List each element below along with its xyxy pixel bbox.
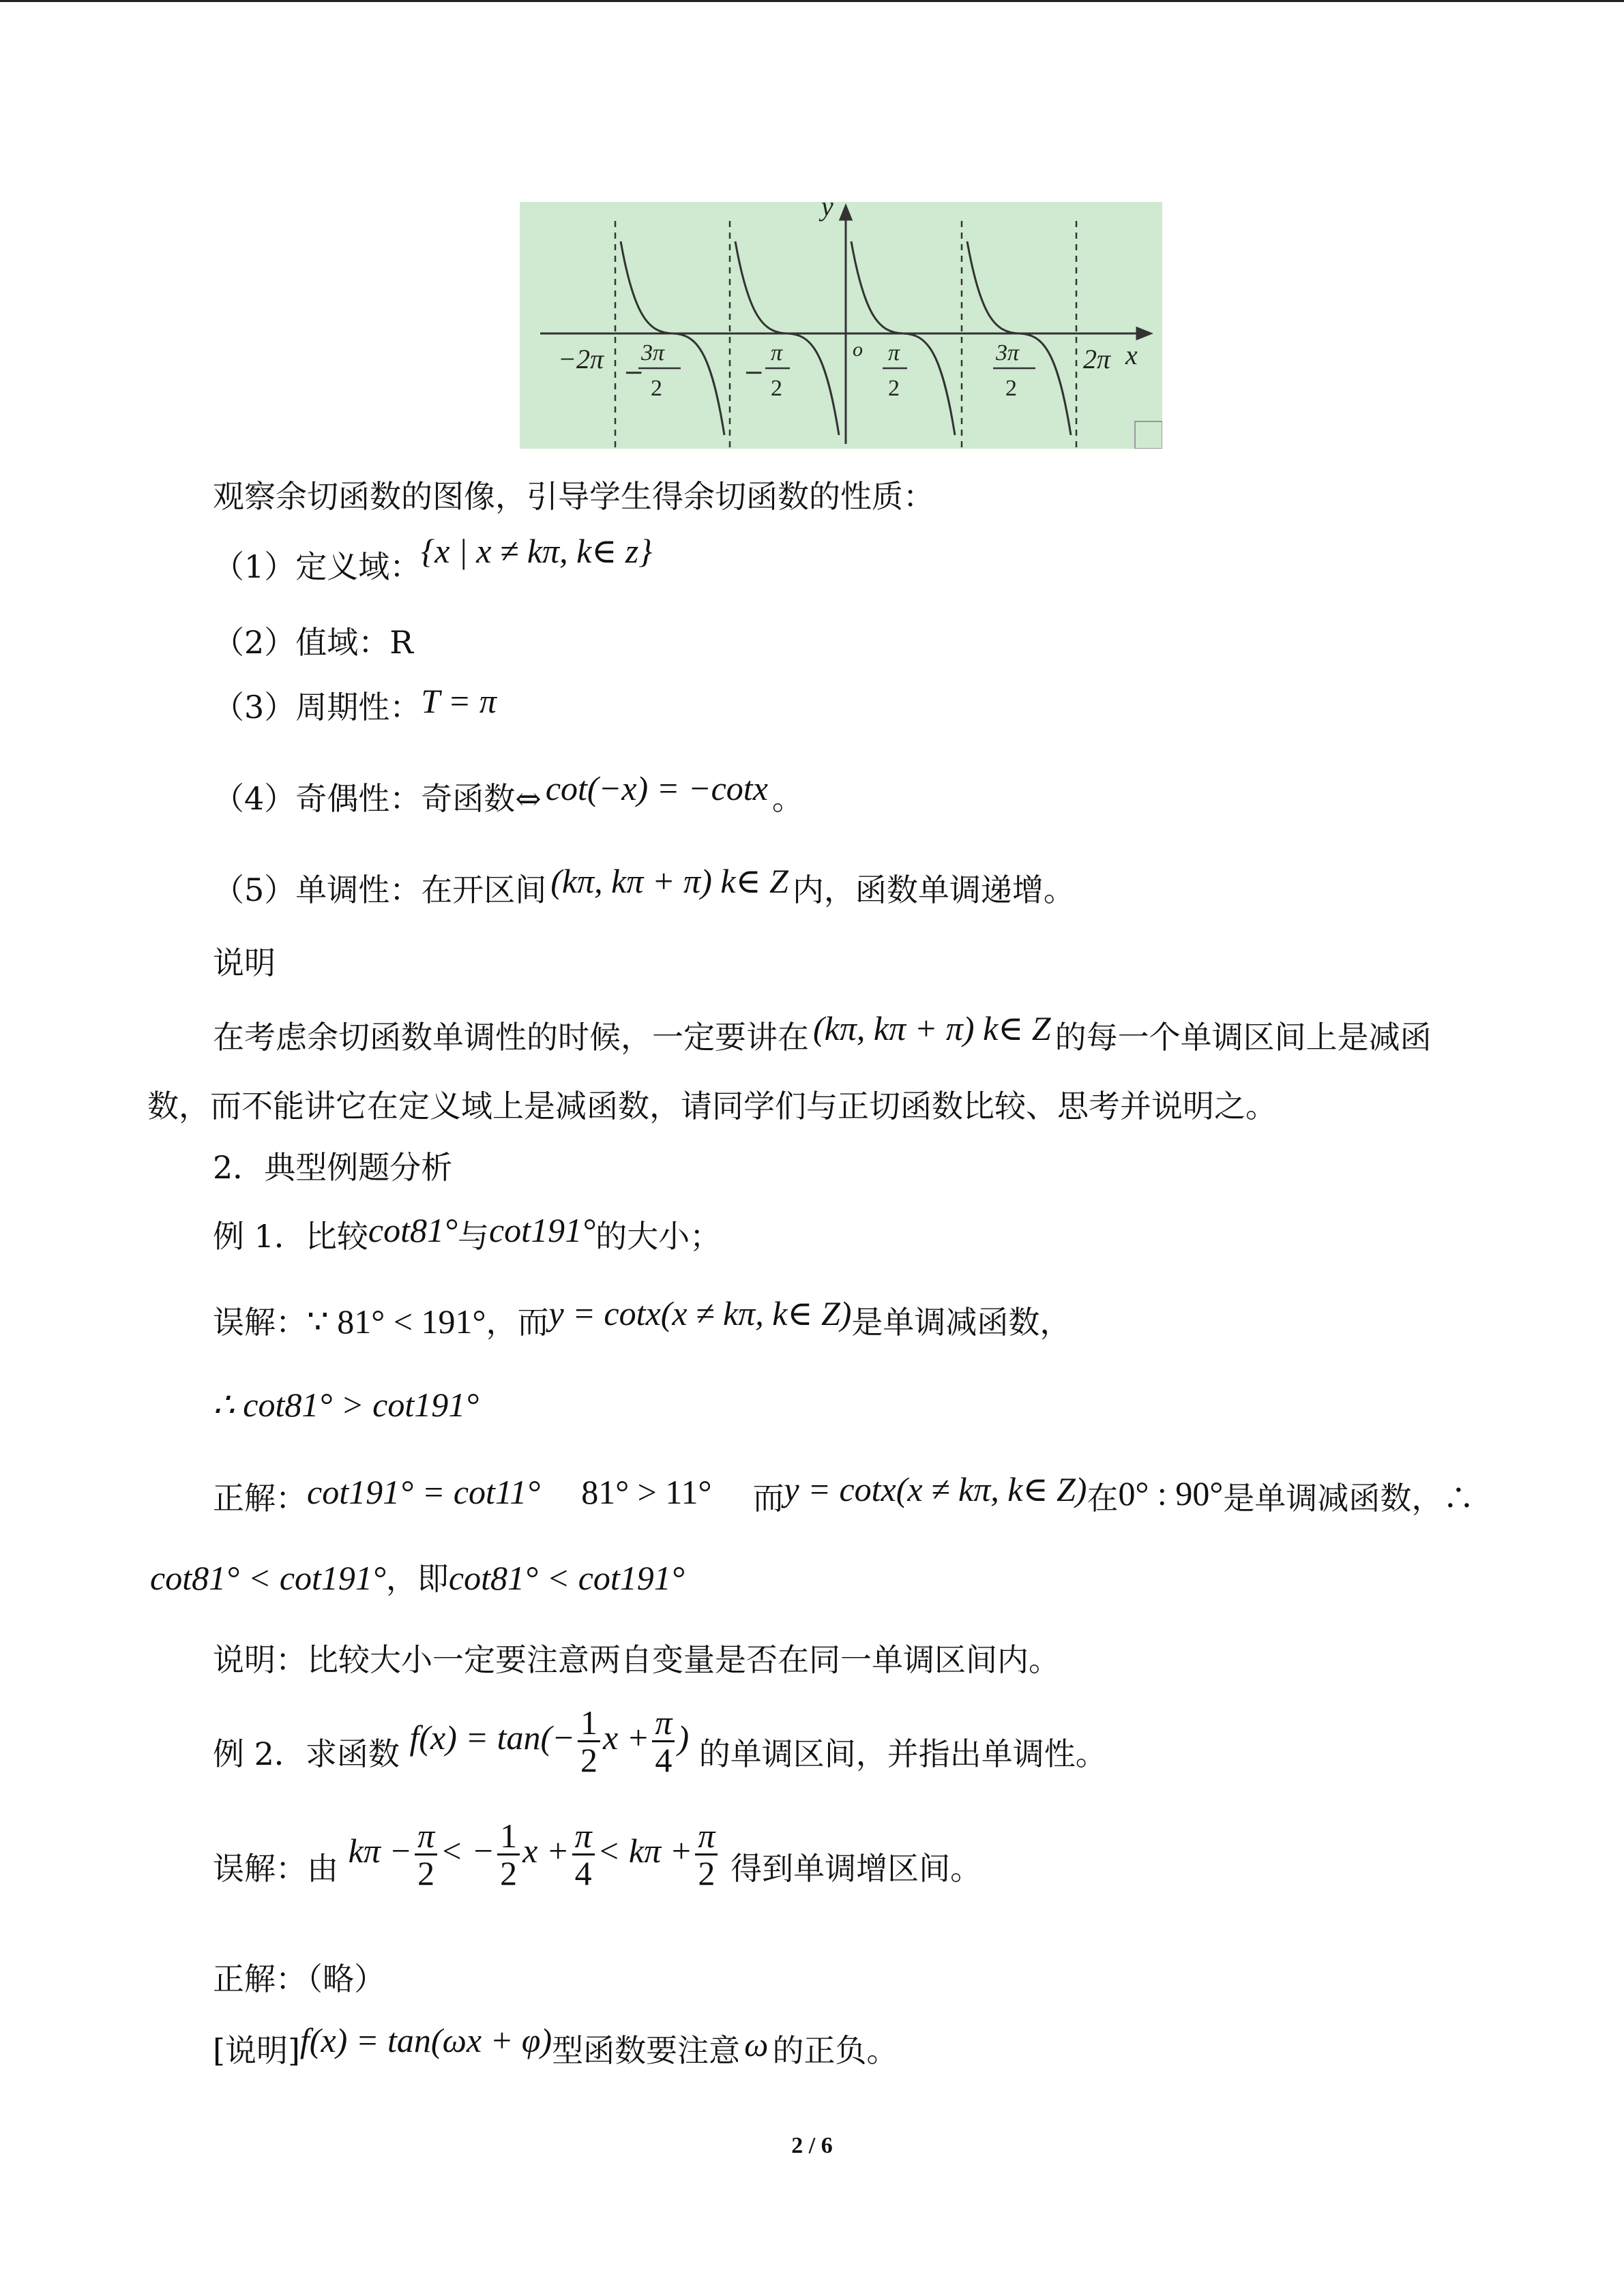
example-2: [213, 1703, 1107, 1798]
right-solution-1-cont: [150, 1557, 685, 1599]
property-range: （2）值域：R: [213, 624, 413, 661]
right-solution-1: [213, 1470, 1475, 1519]
denominator: 4: [574, 1854, 592, 1893]
math-cot191-eq: cot191° = cot11°: [307, 1473, 541, 1511]
example-label: 例 2．求函数: [213, 1735, 400, 1772]
property-monotonicity: [213, 862, 1075, 910]
origin-label: o: [853, 338, 863, 361]
math-because: ∵ 81° < 191°: [307, 1302, 486, 1341]
page-number: 2 / 6: [791, 2133, 833, 2158]
note-line-2: 数，而不能讲它在定义域上是减函数，请同学们与正切函数比较、思考并说明之。: [147, 1088, 1277, 1124]
numerator: π: [695, 1818, 718, 1855]
x-axis-label: x: [1125, 340, 1138, 370]
math-part: x +: [522, 1832, 570, 1870]
neg-pi-2-minus-sign: −: [743, 359, 765, 387]
example-end: 的大小；: [595, 1218, 722, 1255]
wrong-end: 得到单调增区间。: [730, 1850, 982, 1887]
fraction: [578, 1705, 600, 1778]
fraction: [497, 1818, 520, 1891]
property-label: （3）周期性：: [213, 689, 422, 726]
note-3: [213, 2021, 898, 2071]
math-cot-function: y = cotx(x ≠ kπ, k∈ Z): [548, 1294, 852, 1332]
connector-text: 而: [752, 1480, 784, 1517]
denominator: 2: [500, 1854, 518, 1893]
math-81-gt-11: 81° > 11°: [581, 1473, 712, 1511]
math-tan-function: f(x) = tan(ωx + φ): [299, 2021, 552, 2059]
therefore-line: [213, 1384, 479, 1426]
property-parity: [213, 769, 803, 819]
property-label: （1）定义域：: [213, 548, 422, 585]
math-ex2-function: [410, 1697, 690, 1778]
intro-line: 观察余切函数的图像，引导学生得余切函数的性质：: [213, 478, 934, 515]
math-part: < −: [440, 1832, 495, 1870]
fraction: [415, 1818, 437, 1891]
connector-text: ，即: [385, 1560, 449, 1597]
math-part: f(x) = tan(−: [409, 1718, 575, 1757]
tick-label-2pi: 2π: [1083, 344, 1111, 374]
math-part: x +: [602, 1718, 650, 1757]
wrong-end: 是单调减函数，: [851, 1304, 1072, 1341]
note-text: 的每一个单调区间上是减函: [1054, 1019, 1432, 1056]
tick-label-pi-2-den: 2: [888, 376, 900, 401]
math-part: ): [677, 1718, 690, 1757]
numerator: π: [415, 1818, 437, 1855]
denominator: 2: [417, 1854, 435, 1893]
example-end: 的单调区间，并指出单调性。: [698, 1735, 1107, 1772]
property-label: （5）单调性：在开区间: [213, 871, 547, 908]
y-axis-label: y: [821, 202, 833, 222]
tick-label-neg-pi-2-den: 2: [771, 376, 782, 401]
tick-label-pi-2-num: π: [888, 340, 900, 366]
connector-text: 在: [1087, 1480, 1119, 1517]
note-text: 型函数要注意: [552, 2032, 741, 2069]
math-cot-function: y = cotx(x ≠ kπ, k∈ Z): [784, 1470, 1087, 1508]
cotangent-graph: [520, 202, 1162, 449]
tick-label-3pi-2-den: 2: [1005, 376, 1017, 401]
example-label: 例 1．比较: [213, 1218, 368, 1255]
numerator: π: [652, 1705, 675, 1742]
property-period: [213, 682, 497, 728]
math-part: < kπ +: [597, 1832, 693, 1870]
numerator: 1: [497, 1818, 520, 1855]
numerator: 1: [578, 1705, 600, 1742]
tick-label-neg-2pi: −2π: [558, 344, 604, 374]
math-interval: (kπ, kπ + π) k∈ Z: [813, 1009, 1051, 1047]
tick-label-neg-3pi-2-num: 3π: [641, 340, 665, 366]
note-line-1: [213, 1009, 1432, 1058]
tick-label-neg-3pi-2-den: 2: [651, 376, 662, 401]
math-cot191: cot191°: [488, 1211, 596, 1249]
right-label: 正解：: [213, 1480, 307, 1517]
math-parity: cot(−x) = −cotx: [545, 769, 768, 807]
math-part: kπ −: [348, 1832, 413, 1870]
math-interval: (kπ, kπ + π) k∈ Z: [550, 862, 788, 900]
property-label: （4）奇偶性：奇函数⇔: [213, 780, 542, 817]
math-conclusion: cot81° < cot191°: [150, 1559, 386, 1597]
denominator: 2: [580, 1741, 597, 1780]
top-border: [0, 0, 1624, 2]
math-conclusion: cot81° < cot191°: [448, 1559, 685, 1597]
math-omega: ω: [744, 2025, 769, 2063]
denominator: 4: [655, 1741, 673, 1780]
wrong-label: 误解：: [213, 1304, 307, 1341]
wrong-solution-1: [213, 1294, 1072, 1343]
note-label: [说明]: [213, 2032, 300, 2069]
math-inequality: [349, 1810, 721, 1892]
wrong-label: 误解：由: [213, 1850, 338, 1887]
numerator: π: [572, 1818, 595, 1855]
fraction: [695, 1818, 718, 1891]
example-1: [213, 1211, 722, 1257]
math-therefore: ∴ cot81° > cot191°: [213, 1386, 479, 1424]
property-domain: [213, 532, 653, 587]
connector-text: 与: [457, 1218, 489, 1255]
fraction: [652, 1705, 675, 1778]
monotonicity-end: 内，函数单调递增。: [792, 871, 1075, 908]
right-end: 是单调减函数，∴: [1223, 1480, 1475, 1517]
neg-3pi-2-minus-sign: −: [623, 359, 645, 387]
note-title: 说明: [213, 944, 276, 981]
right-solution-2: 正解：（略）: [213, 1960, 385, 1997]
note-text: 在考虑余切函数单调性的时候，一定要讲在: [213, 1019, 809, 1056]
note-end: 的正负。: [772, 2032, 898, 2069]
section-heading: 2．典型例题分析: [213, 1149, 453, 1186]
parity-end: 。: [771, 780, 803, 817]
math-cot81: cot81°: [368, 1211, 458, 1249]
fraction: [572, 1818, 595, 1891]
math-period: T = π: [421, 682, 497, 720]
tick-label-neg-pi-2-num: π: [771, 340, 783, 366]
note-2: 说明：比较大小一定要注意两自变量是否在同一单调区间内。: [213, 1641, 1060, 1678]
wrong-solution-2: [213, 1817, 982, 1912]
math-domain: {x | x ≠ kπ, k∈ z}: [421, 532, 653, 570]
math-range: 0° : 90°: [1118, 1474, 1224, 1512]
tick-label-3pi-2-num: 3π: [996, 340, 1020, 366]
denominator: 2: [698, 1854, 715, 1893]
connector-text: ，而: [486, 1304, 549, 1341]
